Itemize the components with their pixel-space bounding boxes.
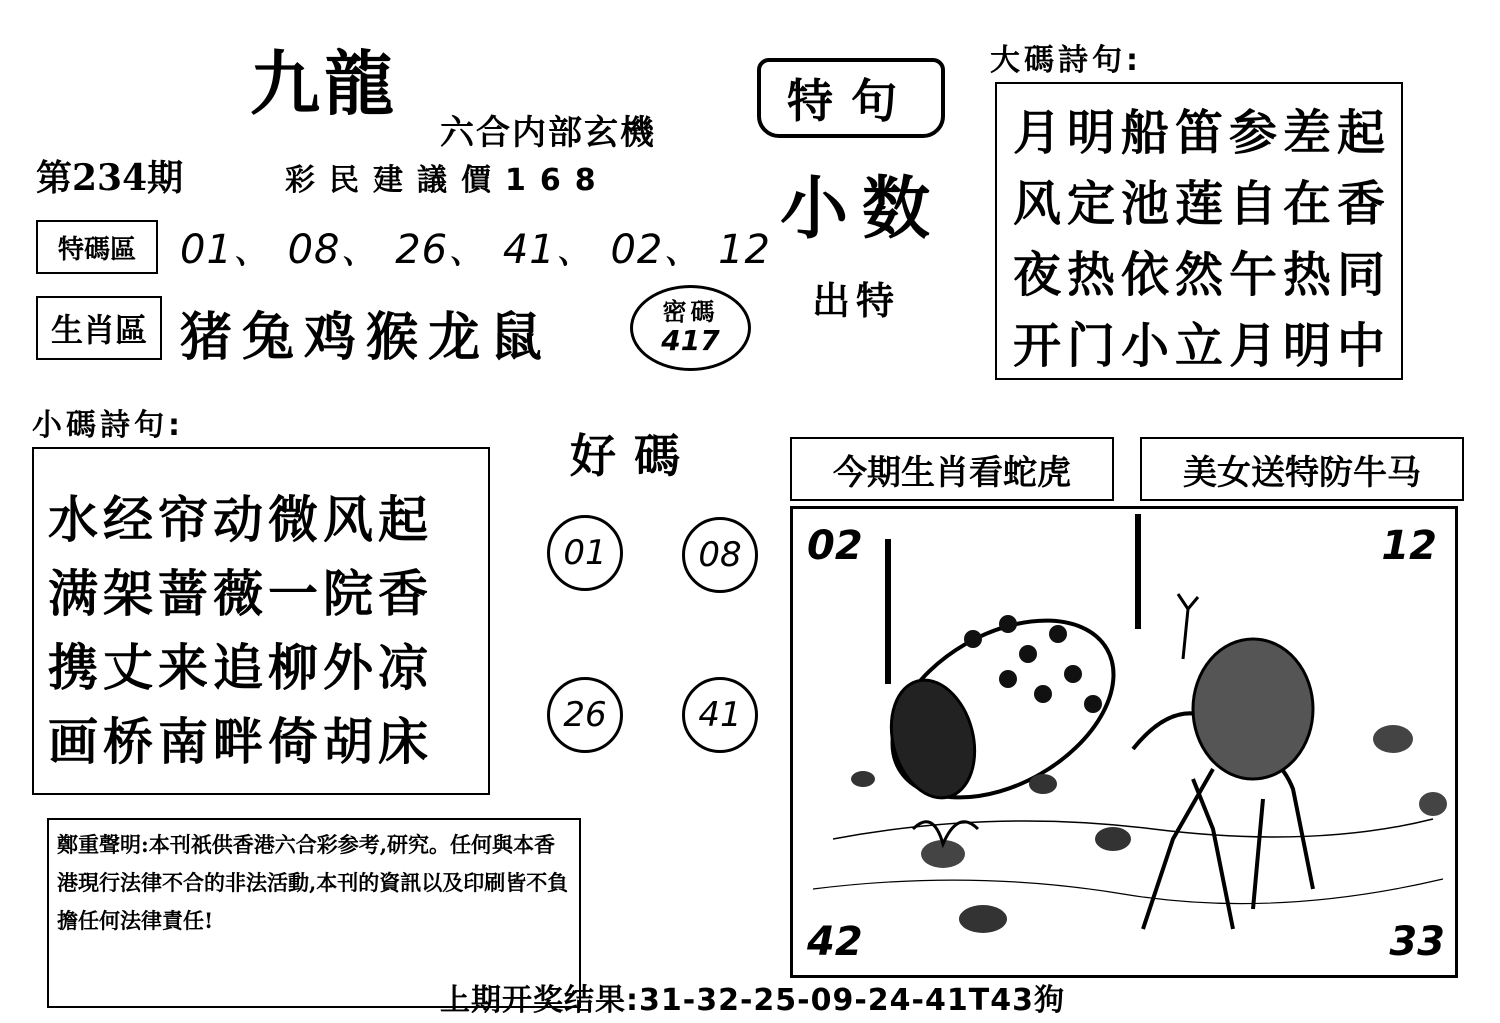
hao-ma-circle: 41	[682, 677, 758, 753]
teju-book-label: 特句	[757, 58, 945, 138]
big-poem-line: 开门小立月明中	[1013, 318, 1392, 374]
big-poem-line: 风定池莲自在香	[1013, 176, 1392, 232]
small-poem-line: 画桥南畔倚胡床	[48, 712, 433, 771]
shengxiao-zone-label: 生肖區	[36, 296, 162, 360]
big-poem-line: 夜热依然午热同	[1013, 247, 1392, 303]
small-poem-line: 满架蔷薇一院香	[48, 564, 433, 623]
picture-top-right-number: 12	[1381, 523, 1437, 569]
big-poem-line: 月明船笛参差起	[1013, 105, 1392, 161]
disclaimer-text: 鄭重聲明:本刊祇供香港六合彩参考,研究。任何與本香港現行法律不合的非法活動,本刊的資訊以及印刷皆不負擔任何法律責任!	[47, 818, 581, 1008]
issue-number: 第234期	[36, 157, 184, 199]
teju-xiaoshu: 小数	[780, 169, 945, 249]
shengxiao-zone-animals: 猪兔鸡猴龙鼠	[180, 307, 553, 368]
hao-ma-circle: 01	[547, 515, 623, 591]
illustration-panel	[790, 506, 1458, 978]
hao-ma-circle: 26	[547, 677, 623, 753]
hao-ma-circle: 08	[682, 517, 758, 593]
mima-cloud	[630, 285, 751, 371]
te-zone-label: 特碼區	[36, 220, 158, 274]
illustration-drawing	[793, 509, 1455, 975]
hint-left: 今期生肖看蛇虎	[790, 437, 1114, 501]
small-poem-box	[32, 447, 490, 795]
picture-bottom-right-number: 33	[1389, 919, 1445, 965]
teju-chute: 出特	[812, 279, 901, 323]
suggested-price: 彩民建議價168	[285, 163, 610, 198]
small-poem-line: 携丈来追柳外凉	[48, 638, 433, 697]
big-poem-box	[995, 82, 1403, 380]
picture-top-left-number: 02	[807, 523, 863, 569]
hao-ma-label: 好碼	[570, 429, 698, 483]
hint-right: 美女送特防牛马	[1140, 437, 1464, 501]
page-title: 九龍	[250, 42, 398, 125]
mima-label: 密碼	[662, 298, 719, 327]
small-poem-heading: 小碼詩句:	[32, 408, 184, 443]
te-zone-numbers: 01、 08、 26、 41、 02、 12	[180, 227, 771, 273]
picture-bottom-left-number: 42	[807, 919, 863, 965]
page-subtitle: 六合内部玄機	[440, 113, 656, 153]
mima-number: 417	[661, 323, 720, 357]
last-draw-result: 上期开奖结果:31-32-25-09-24-41T43狗	[440, 983, 1065, 1018]
big-poem-heading: 大碼詩句:	[990, 43, 1142, 78]
small-poem-line: 水经帘动微风起	[48, 490, 433, 549]
